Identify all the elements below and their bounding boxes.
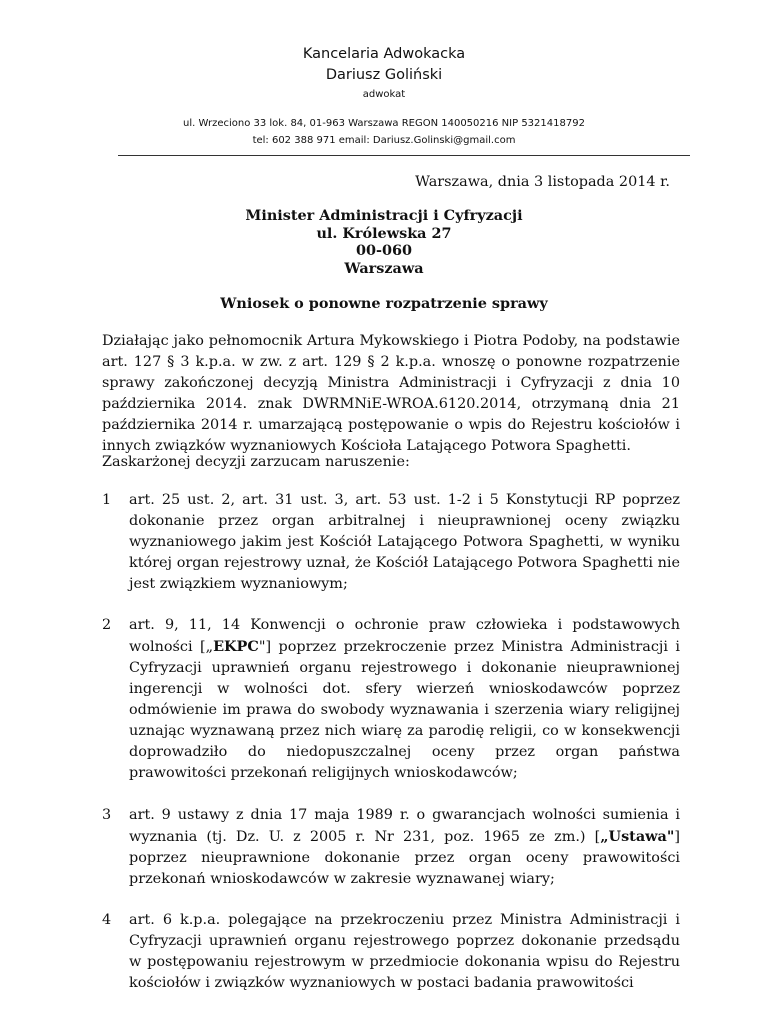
addressee-postal-code: 00-060 bbox=[355, 242, 413, 259]
list-item-number: 4 bbox=[102, 912, 112, 928]
defined-term-ustawa: „Ustawa" bbox=[600, 828, 675, 845]
list-item bbox=[102, 910, 680, 994]
list-item bbox=[102, 805, 680, 890]
charges-list bbox=[102, 490, 680, 1014]
list-item-number: 3 bbox=[102, 807, 112, 823]
attorney-title: adwokat bbox=[362, 89, 406, 100]
letterhead-contact: tel: 602 388 971 email: Dariusz.Golinski@gmail.com bbox=[252, 135, 516, 146]
letterhead-divider bbox=[118, 155, 690, 156]
list-item bbox=[102, 615, 680, 784]
charges-intro: Zaskarżonej decyzji zarzucam naruszenie: bbox=[102, 454, 410, 470]
firm-name: Kancelaria Adwokacka bbox=[302, 46, 466, 62]
addressee-name: Minister Administracji i Cyfryzacji bbox=[245, 207, 523, 224]
letterhead bbox=[0, 44, 768, 148]
letter-date: Warszawa, dnia 3 listopada 2014 r. bbox=[415, 174, 670, 190]
addressee-street: ul. Królewska 27 bbox=[316, 224, 452, 242]
list-item-text: art. 6 k.p.a. polegające na przekroczeniu przez Ministra Administracji i Cyfryzacji uprawnień organu rejestrowego poprzez dokonanie przedsądu w postępowaniu rejestrowym w przedmiocie dokonania wpisu do Rejestru kościołów i związków wyznaniowych w postaci badania prawowitości bbox=[129, 912, 680, 991]
defined-term-ekpc: EKPC bbox=[213, 638, 259, 655]
list-item-text-part: ] poprzez nieuprawnione dokonanie przez organ oceny prawowitości przekonań wnioskodawców w zakresie wyznawanej wiary; bbox=[129, 829, 680, 887]
letterhead-address: ul. Wrzeciono 33 lok. 84, 01-963 Warszawa REGON 140050216 NIP 5321418792 bbox=[183, 118, 585, 129]
list-item-number: 1 bbox=[102, 492, 112, 508]
intro-paragraph: Działając jako pełnomocnik Artura Mykowskiego i Piotra Podoby, na podstawie art. 127 § 3 k.p.a. w zw. z art. 129 § 2 k.p.a. wnoszę o ponowne rozpatrzenie sprawy zakończonej decyzją Ministra Administracji i Cyfryzacji z dnia 10 października 2014. znak DWRMNiE-WROA.6120.2014, otrzymaną dnia 21 października 2014 r. umarzającą postępowanie o wpis do Rejestru kościołów i innych związków wyznaniowych Kościoła Latającego Potwora Spaghetti. bbox=[102, 333, 680, 454]
letter-subject: Wniosek o ponowne rozpatrzenie sprawy bbox=[220, 295, 548, 312]
list-item-text-part: art. 9 ustawy z dnia 17 maja 1989 r. o gwarancjach wolności sumienia i wyznania (tj. Dz. U. z 2005 r. Nr 231, poz. 1965 ze zm.) [ bbox=[129, 807, 680, 845]
list-item bbox=[102, 490, 680, 595]
list-item-number: 2 bbox=[102, 617, 112, 633]
attorney-name: Dariusz Goliński bbox=[325, 67, 443, 83]
list-item-text: art. 25 ust. 2, art. 31 ust. 3, art. 53 ust. 1-2 i 5 Konstytucji RP poprzez dokonanie przez organ arbitralnej i nieuprawnionej oceny związku wyznaniowego jakim jest Kościół Latającego Potwora Spaghetti, w wyniku której organ rejestrowy uznał, że Kościół Latającego Potwora Spaghetti nie jest związkiem wyznaniowym; bbox=[129, 492, 680, 592]
list-item-text-part: art. 9, 11, 14 Konwencji o ochronie praw człowieka i podstawowych wolności [„ bbox=[129, 617, 680, 655]
list-item-text bbox=[129, 615, 680, 784]
list-item-text bbox=[129, 805, 680, 890]
addressee-city: Warszawa bbox=[344, 259, 424, 277]
addressee-block bbox=[0, 207, 768, 277]
list-item-text-part: "] poprzez przekroczenie przez Ministra Administracji i Cyfryzacji uprawnień organu rejestrowego i dokonanie nieuprawnionej ingerencji w wolności dot. sfery wierzeń wnioskodawców poprzez odmówienie im prawa do swobody wyznawania i szerzenia wiary religijnej uznając wyznawaną przez nich wiarę za parodię religii, co w konsekwencji doprowadziło do niedopuszczalnej oceny przez organ państwa prawowitości przekonań religijnych wnioskodawców; bbox=[129, 639, 680, 781]
